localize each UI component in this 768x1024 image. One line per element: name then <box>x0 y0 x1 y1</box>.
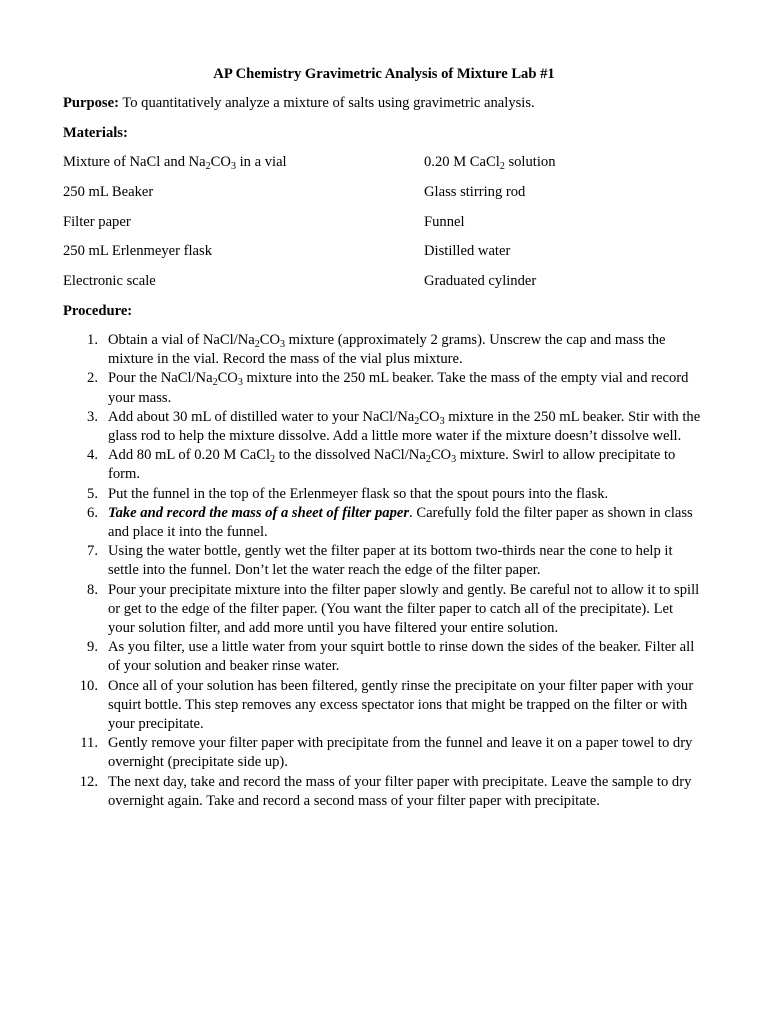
step-text: Obtain a vial of NaCl/$Na_2CO_3$ mixture (approximately 2 grams). Unscrew the cap and mass the mixture in the vial. Record the mass of the vial plus mixture. <box>108 332 666 368</box>
procedure-step <box>63 734 703 772</box>
step-text: Pour your precipitate mixture into the filter paper slowly and gently. Be careful not to allow it to spill or get to the edge of the filter paper. (You want the filter paper to catch all of the precipitate). Let your solution filter, and add more until you have filtered your entire solution. <box>108 581 700 637</box>
materials-row <box>63 213 713 233</box>
step-text: Once all of your solution has been filtered, gently rinse the precipitate on your filter paper with your squirt bottle. This step removes any excess spectator ions that might be trapped on the filter or with your precipitate. <box>108 677 694 733</box>
procedure-step <box>63 369 703 407</box>
materials-row <box>63 272 713 292</box>
procedure-step <box>63 542 703 580</box>
procedure-step <box>63 581 703 639</box>
material-item: 0.20 M CaCl$_2$ solution <box>424 154 556 172</box>
purpose-paragraph <box>63 94 713 113</box>
procedure-step <box>63 408 703 446</box>
material-item: 250 mL Erlenmeyer flask <box>63 243 212 259</box>
step-number: 7. <box>87 543 98 560</box>
procedure-step <box>63 504 703 542</box>
material-item: Mixture of NaCl and $Na_2CO_3$ in a vial <box>63 154 287 172</box>
material-item: Distilled water <box>424 243 511 259</box>
procedure-step <box>63 773 703 811</box>
step-text: The next day, take and record the mass of your filter paper with precipitate. Leave the sample to dry overnight again. Take and record a second mass of your filter paper with precipitate. <box>108 773 692 809</box>
step-number: 3. <box>87 408 98 425</box>
step-text: Add about 30 mL of distilled water to your NaCl/$Na_2CO_3$ mixture in the 250 mL beaker. Stir with the glass rod to help the mixture dissolve. Add a little more water if the mixture doesn’t dissolve well. <box>108 408 701 445</box>
purpose-text: To quantitatively analyze a mixture of salts using gravimetric analysis. <box>118 95 535 111</box>
step-number: 4. <box>87 447 98 464</box>
document-title: AP Chemistry Gravimetric Analysis of Mixture Lab #1 <box>213 66 555 82</box>
procedure-step <box>63 446 703 484</box>
material-item: Filter paper <box>63 214 131 230</box>
step-text: As you filter, use a little water from your squirt bottle to rinse down the sides of the beaker. Filter all of your solution and beaker rinse water. <box>108 639 695 675</box>
step-number: 12. <box>79 773 98 790</box>
materials-row <box>63 183 713 203</box>
step-text: Add 80 mL of 0.20 M CaCl$_2$ to the dissolved NaCl/$Na_2CO_3$ mixture. Swirl to allow precipitate to form. <box>108 447 676 483</box>
step-number: 1. <box>87 332 98 348</box>
step-number: 6. <box>87 504 98 521</box>
purpose-label: Purpose: <box>63 95 119 111</box>
step-text: Gently remove your filter paper with precipitate from the funnel and leave it on a paper towel to dry overnight (precipitate side up). <box>108 735 693 771</box>
procedure-heading: Procedure: <box>63 303 133 319</box>
materials-heading: Materials: <box>63 125 128 141</box>
material-item: Funnel <box>424 214 465 230</box>
procedure-steps-list <box>63 331 703 811</box>
procedure-step <box>63 638 703 676</box>
step-text: Put the funnel in the top of the Erlenmeyer flask so that the spout pours into the flask. <box>108 485 609 502</box>
materials-row <box>63 242 713 262</box>
step-text: Using the water bottle, gently wet the filter paper at its bottom two-thirds near the cone to help it settle into the funnel. Don’t let the water reach the edge of the filter paper. <box>108 543 673 579</box>
step-number: 5. <box>87 485 98 502</box>
step-number: 11. <box>80 735 98 752</box>
procedure-step <box>63 677 703 735</box>
step-text: Take and record the mass of a sheet of filter paper. Carefully fold the filter paper as shown in class and place it into the funnel. <box>108 504 693 541</box>
materials-row <box>63 153 713 173</box>
step-text: Pour the NaCl/$Na_2CO_3$ mixture into the 250 mL beaker. Take the mass of the empty vial and record your mass. <box>108 370 689 406</box>
procedure-step <box>63 331 703 369</box>
step-number: 10. <box>79 677 98 694</box>
material-item: Graduated cylinder <box>424 273 537 289</box>
procedure-step <box>63 485 703 504</box>
material-item: 250 mL Beaker <box>63 184 154 200</box>
material-item: Electronic scale <box>63 273 156 289</box>
step-number: 2. <box>87 370 98 387</box>
step-number: 8. <box>87 581 98 598</box>
step-number: 9. <box>87 639 98 656</box>
material-item: Glass stirring rod <box>424 184 526 200</box>
